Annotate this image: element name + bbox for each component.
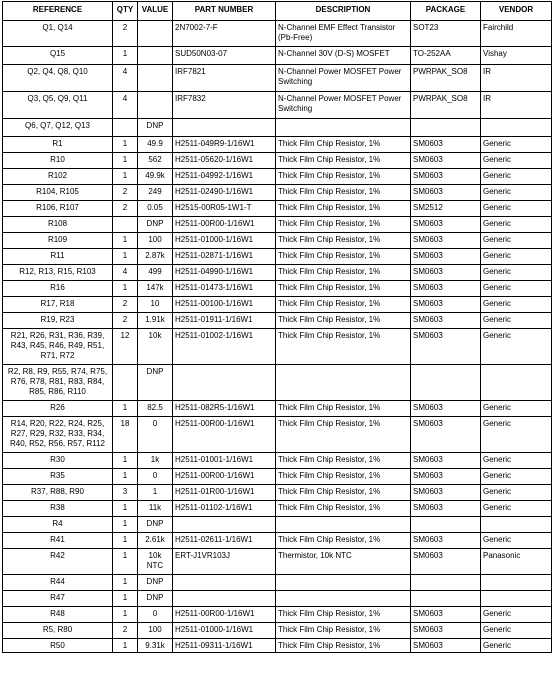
table-row [3, 201, 552, 217]
cell-qty [113, 217, 138, 233]
table-row [3, 137, 552, 153]
cell-value: 2.61k [138, 533, 173, 549]
cell-qty: 1 [113, 47, 138, 65]
cell-part-number: H2511-01473-1/16W1 [173, 281, 276, 297]
cell-vendor: Generic [481, 281, 552, 297]
table-row [3, 485, 552, 501]
cell-value: 11k [138, 501, 173, 517]
cell-part-number: H2511-01002-1/16W1 [173, 329, 276, 365]
cell-vendor: Generic [481, 623, 552, 639]
cell-vendor: Generic [481, 201, 552, 217]
cell-part-number: H2511-00R00-1/16W1 [173, 217, 276, 233]
table-header [3, 2, 552, 21]
cell-part-number [173, 517, 276, 533]
cell-qty: 1 [113, 469, 138, 485]
cell-value: DNP [138, 217, 173, 233]
header-package: PACKAGE [411, 2, 481, 21]
cell-vendor: Panasonic [481, 549, 552, 575]
cell-package: SM0603 [411, 401, 481, 417]
cell-reference: R17, R18 [3, 297, 113, 313]
cell-description: Thermistor, 10k NTC [276, 549, 411, 575]
table-row [3, 169, 552, 185]
cell-qty: 1 [113, 249, 138, 265]
table-row [3, 607, 552, 623]
cell-description: Thick Film Chip Resistor, 1% [276, 329, 411, 365]
cell-value: 1.91k [138, 313, 173, 329]
cell-package: SM0603 [411, 417, 481, 453]
cell-value: 10k [138, 329, 173, 365]
cell-value: 100 [138, 623, 173, 639]
cell-vendor: Generic [481, 533, 552, 549]
cell-package: SM0603 [411, 265, 481, 281]
header-description: DESCRIPTION [276, 2, 411, 21]
cell-package: PWRPAK_SO8 [411, 92, 481, 119]
cell-vendor: Generic [481, 169, 552, 185]
cell-value: 147k [138, 281, 173, 297]
cell-value: 0 [138, 417, 173, 453]
cell-qty: 1 [113, 281, 138, 297]
cell-part-number [173, 575, 276, 591]
cell-value: 562 [138, 153, 173, 169]
cell-vendor: Generic [481, 469, 552, 485]
table-row [3, 549, 552, 575]
cell-reference: R104, R105 [3, 185, 113, 201]
cell-description: Thick Film Chip Resistor, 1% [276, 469, 411, 485]
cell-part-number: H2511-04992-1/16W1 [173, 169, 276, 185]
cell-description: Thick Film Chip Resistor, 1% [276, 153, 411, 169]
cell-qty: 1 [113, 517, 138, 533]
cell-vendor: Generic [481, 153, 552, 169]
cell-value [138, 92, 173, 119]
cell-value: 0 [138, 607, 173, 623]
table-row [3, 217, 552, 233]
cell-vendor: Generic [481, 401, 552, 417]
cell-vendor [481, 365, 552, 401]
cell-qty: 1 [113, 533, 138, 549]
cell-vendor [481, 591, 552, 607]
cell-reference: Q2, Q4, Q8, Q10 [3, 65, 113, 92]
cell-description: N-Channel EMF Effect Transistor (Pb-Free) [276, 21, 411, 47]
cell-vendor: Generic [481, 217, 552, 233]
cell-reference: R48 [3, 607, 113, 623]
cell-value: 10 [138, 297, 173, 313]
table-row [3, 47, 552, 65]
cell-reference: R4 [3, 517, 113, 533]
cell-vendor: Fairchild [481, 21, 552, 47]
cell-description: Thick Film Chip Resistor, 1% [276, 297, 411, 313]
table-row [3, 533, 552, 549]
cell-part-number: 2N7002-7-F [173, 21, 276, 47]
table-row [3, 329, 552, 365]
cell-value: 9.31k [138, 639, 173, 653]
cell-part-number: H2511-05620-1/16W1 [173, 153, 276, 169]
cell-part-number: H2515-00R05-1W1-T [173, 201, 276, 217]
table-row [3, 21, 552, 47]
cell-value: DNP [138, 517, 173, 533]
cell-part-number: ERT-J1VR103J [173, 549, 276, 575]
table-row [3, 281, 552, 297]
cell-vendor: Generic [481, 313, 552, 329]
cell-qty: 1 [113, 137, 138, 153]
table-row [3, 591, 552, 607]
cell-package: SM0603 [411, 153, 481, 169]
cell-description: Thick Film Chip Resistor, 1% [276, 453, 411, 469]
table-row [3, 417, 552, 453]
cell-qty: 4 [113, 65, 138, 92]
cell-description [276, 575, 411, 591]
cell-vendor: Generic [481, 639, 552, 653]
cell-description: Thick Film Chip Resistor, 1% [276, 607, 411, 623]
cell-qty: 2 [113, 185, 138, 201]
cell-description: Thick Film Chip Resistor, 1% [276, 233, 411, 249]
cell-package: SM0603 [411, 281, 481, 297]
cell-part-number: H2511-01102-1/16W1 [173, 501, 276, 517]
cell-vendor: Generic [481, 265, 552, 281]
cell-package: SM0603 [411, 639, 481, 653]
cell-package [411, 591, 481, 607]
cell-part-number: H2511-01001-1/16W1 [173, 453, 276, 469]
cell-reference: Q1, Q14 [3, 21, 113, 47]
cell-reference: R35 [3, 469, 113, 485]
cell-description: Thick Film Chip Resistor, 1% [276, 185, 411, 201]
cell-description: Thick Film Chip Resistor, 1% [276, 249, 411, 265]
cell-value: 2.87k [138, 249, 173, 265]
cell-qty: 2 [113, 623, 138, 639]
cell-vendor: Generic [481, 453, 552, 469]
cell-part-number: H2511-09311-1/16W1 [173, 639, 276, 653]
cell-part-number: H2511-01000-1/16W1 [173, 623, 276, 639]
table-row [3, 249, 552, 265]
table-row [3, 65, 552, 92]
cell-reference: R109 [3, 233, 113, 249]
table-row [3, 313, 552, 329]
table-row [3, 265, 552, 281]
cell-package: SM0603 [411, 501, 481, 517]
cell-vendor: Generic [481, 137, 552, 153]
table-row [3, 517, 552, 533]
cell-vendor: Generic [481, 233, 552, 249]
cell-part-number: H2511-00R00-1/16W1 [173, 417, 276, 453]
cell-qty: 2 [113, 313, 138, 329]
cell-package: SM0603 [411, 623, 481, 639]
cell-part-number: H2511-01911-1/16W1 [173, 313, 276, 329]
cell-reference: R5, R80 [3, 623, 113, 639]
cell-reference: R1 [3, 137, 113, 153]
cell-description: N-Channel 30V (D-S) MOSFET [276, 47, 411, 65]
table-row [3, 185, 552, 201]
cell-package: SM0603 [411, 137, 481, 153]
cell-reference: Q6, Q7, Q12, Q13 [3, 119, 113, 137]
header-part-number: PART NUMBER [173, 2, 276, 21]
header-value: VALUE [138, 2, 173, 21]
cell-value: DNP [138, 365, 173, 401]
cell-vendor: Generic [481, 485, 552, 501]
cell-value: 82.5 [138, 401, 173, 417]
cell-vendor [481, 517, 552, 533]
cell-package [411, 119, 481, 137]
cell-description: Thick Film Chip Resistor, 1% [276, 169, 411, 185]
cell-vendor [481, 119, 552, 137]
cell-qty: 4 [113, 92, 138, 119]
cell-reference: R30 [3, 453, 113, 469]
cell-description: N-Channel Power MOSFET Power Switching [276, 65, 411, 92]
cell-package: SM0603 [411, 469, 481, 485]
cell-description: Thick Film Chip Resistor, 1% [276, 417, 411, 453]
cell-vendor: IR [481, 65, 552, 92]
cell-description [276, 517, 411, 533]
table-row [3, 153, 552, 169]
cell-value: 499 [138, 265, 173, 281]
cell-vendor [481, 575, 552, 591]
table-body [3, 21, 552, 653]
cell-package: SOT23 [411, 21, 481, 47]
cell-value: 0 [138, 469, 173, 485]
cell-package: SM0603 [411, 313, 481, 329]
cell-reference: R108 [3, 217, 113, 233]
cell-part-number: H2511-082R5-1/16W1 [173, 401, 276, 417]
cell-qty: 1 [113, 233, 138, 249]
cell-value: 0.05 [138, 201, 173, 217]
cell-part-number [173, 591, 276, 607]
cell-reference: R16 [3, 281, 113, 297]
cell-qty: 2 [113, 21, 138, 47]
cell-part-number: H2511-00R00-1/16W1 [173, 607, 276, 623]
table-row [3, 469, 552, 485]
cell-reference: R47 [3, 591, 113, 607]
cell-value: 1k [138, 453, 173, 469]
cell-description [276, 119, 411, 137]
cell-qty: 1 [113, 549, 138, 575]
cell-value [138, 47, 173, 65]
cell-package: SM0603 [411, 549, 481, 575]
cell-qty: 1 [113, 153, 138, 169]
cell-value: DNP [138, 591, 173, 607]
cell-package: SM0603 [411, 453, 481, 469]
cell-reference: Q15 [3, 47, 113, 65]
cell-reference: R11 [3, 249, 113, 265]
table-row [3, 639, 552, 653]
cell-description [276, 591, 411, 607]
table-row [3, 365, 552, 401]
cell-reference: R26 [3, 401, 113, 417]
cell-reference: R14, R20, R22, R24, R25, R27, R29, R32, R33, R34, R40, R52, R56, R57, R112 [3, 417, 113, 453]
cell-qty: 1 [113, 639, 138, 653]
cell-qty: 12 [113, 329, 138, 365]
cell-description: Thick Film Chip Resistor, 1% [276, 313, 411, 329]
cell-package: SM0603 [411, 607, 481, 623]
bom-table [2, 1, 552, 653]
cell-reference: R10 [3, 153, 113, 169]
header-row [3, 2, 552, 21]
cell-package: SM0603 [411, 329, 481, 365]
cell-vendor: Generic [481, 607, 552, 623]
cell-description: N-Channel Power MOSFET Power Switching [276, 92, 411, 119]
cell-qty: 3 [113, 485, 138, 501]
cell-package: PWRPAK_SO8 [411, 65, 481, 92]
table-row [3, 297, 552, 313]
cell-vendor: Generic [481, 501, 552, 517]
cell-value: DNP [138, 119, 173, 137]
cell-reference: R12, R13, R15, R103 [3, 265, 113, 281]
cell-value: 10k NTC [138, 549, 173, 575]
cell-description [276, 365, 411, 401]
cell-part-number: IRF7832 [173, 92, 276, 119]
cell-vendor: Vishay [481, 47, 552, 65]
table-row [3, 92, 552, 119]
cell-package [411, 517, 481, 533]
cell-reference: R102 [3, 169, 113, 185]
cell-reference: Q3, Q5, Q9, Q11 [3, 92, 113, 119]
cell-value [138, 21, 173, 47]
cell-vendor: IR [481, 92, 552, 119]
cell-qty: 1 [113, 169, 138, 185]
cell-part-number: H2511-04990-1/16W1 [173, 265, 276, 281]
cell-qty: 4 [113, 265, 138, 281]
cell-qty: 1 [113, 453, 138, 469]
cell-package: SM0603 [411, 485, 481, 501]
cell-part-number: H2511-02871-1/16W1 [173, 249, 276, 265]
cell-qty: 1 [113, 591, 138, 607]
cell-qty [113, 365, 138, 401]
cell-part-number: H2511-01R00-1/16W1 [173, 485, 276, 501]
cell-package: SM2512 [411, 201, 481, 217]
cell-reference: R21, R26, R31, R36, R39, R43, R45, R46, R49, R51, R71, R72 [3, 329, 113, 365]
cell-value: 249 [138, 185, 173, 201]
cell-reference: R44 [3, 575, 113, 591]
cell-part-number: H2511-02611-1/16W1 [173, 533, 276, 549]
cell-package: SM0603 [411, 217, 481, 233]
cell-package: SM0603 [411, 297, 481, 313]
cell-reference: R50 [3, 639, 113, 653]
cell-reference: R38 [3, 501, 113, 517]
cell-reference: R42 [3, 549, 113, 575]
cell-description: Thick Film Chip Resistor, 1% [276, 217, 411, 233]
cell-description: Thick Film Chip Resistor, 1% [276, 137, 411, 153]
cell-part-number: H2511-049R9-1/16W1 [173, 137, 276, 153]
cell-value: 49.9 [138, 137, 173, 153]
cell-package: SM0603 [411, 169, 481, 185]
cell-vendor: Generic [481, 329, 552, 365]
cell-description: Thick Film Chip Resistor, 1% [276, 639, 411, 653]
cell-part-number: H2511-02490-1/16W1 [173, 185, 276, 201]
cell-vendor: Generic [481, 417, 552, 453]
cell-value: 49.9k [138, 169, 173, 185]
cell-reference: R37, R88, R90 [3, 485, 113, 501]
cell-package: TO-252AA [411, 47, 481, 65]
cell-part-number: IRF7821 [173, 65, 276, 92]
cell-description: Thick Film Chip Resistor, 1% [276, 281, 411, 297]
cell-vendor: Generic [481, 185, 552, 201]
table-row [3, 575, 552, 591]
table-row [3, 401, 552, 417]
cell-qty: 1 [113, 501, 138, 517]
cell-qty: 2 [113, 201, 138, 217]
cell-reference: R41 [3, 533, 113, 549]
cell-part-number: H2511-01000-1/16W1 [173, 233, 276, 249]
table-row [3, 501, 552, 517]
cell-qty: 2 [113, 297, 138, 313]
cell-vendor: Generic [481, 297, 552, 313]
cell-description: Thick Film Chip Resistor, 1% [276, 485, 411, 501]
header-reference: REFERENCE [3, 2, 113, 21]
cell-value: 100 [138, 233, 173, 249]
cell-part-number [173, 119, 276, 137]
cell-package: SM0603 [411, 533, 481, 549]
cell-description: Thick Film Chip Resistor, 1% [276, 401, 411, 417]
cell-qty [113, 119, 138, 137]
cell-part-number: H2511-00100-1/16W1 [173, 297, 276, 313]
header-vendor: VENDOR [481, 2, 552, 21]
table-row [3, 119, 552, 137]
table-row [3, 453, 552, 469]
cell-description: Thick Film Chip Resistor, 1% [276, 201, 411, 217]
cell-reference: R2, R8, R9, R55, R74, R75, R76, R78, R81, R83, R84, R85, R86, R110 [3, 365, 113, 401]
cell-package: SM0603 [411, 249, 481, 265]
cell-description: Thick Film Chip Resistor, 1% [276, 501, 411, 517]
cell-qty: 1 [113, 607, 138, 623]
cell-reference: R106, R107 [3, 201, 113, 217]
cell-qty: 1 [113, 401, 138, 417]
cell-description: Thick Film Chip Resistor, 1% [276, 533, 411, 549]
cell-part-number: SUD50N03-07 [173, 47, 276, 65]
cell-package: SM0603 [411, 185, 481, 201]
cell-qty: 18 [113, 417, 138, 453]
cell-package [411, 365, 481, 401]
cell-value: 1 [138, 485, 173, 501]
cell-value: DNP [138, 575, 173, 591]
cell-package: SM0603 [411, 233, 481, 249]
cell-description: Thick Film Chip Resistor, 1% [276, 623, 411, 639]
header-qty: QTY [113, 2, 138, 21]
cell-part-number: H2511-00R00-1/16W1 [173, 469, 276, 485]
cell-description: Thick Film Chip Resistor, 1% [276, 265, 411, 281]
cell-package [411, 575, 481, 591]
cell-reference: R19, R23 [3, 313, 113, 329]
table-row [3, 233, 552, 249]
cell-qty: 1 [113, 575, 138, 591]
cell-vendor: Generic [481, 249, 552, 265]
cell-value [138, 65, 173, 92]
cell-part-number [173, 365, 276, 401]
table-row [3, 623, 552, 639]
